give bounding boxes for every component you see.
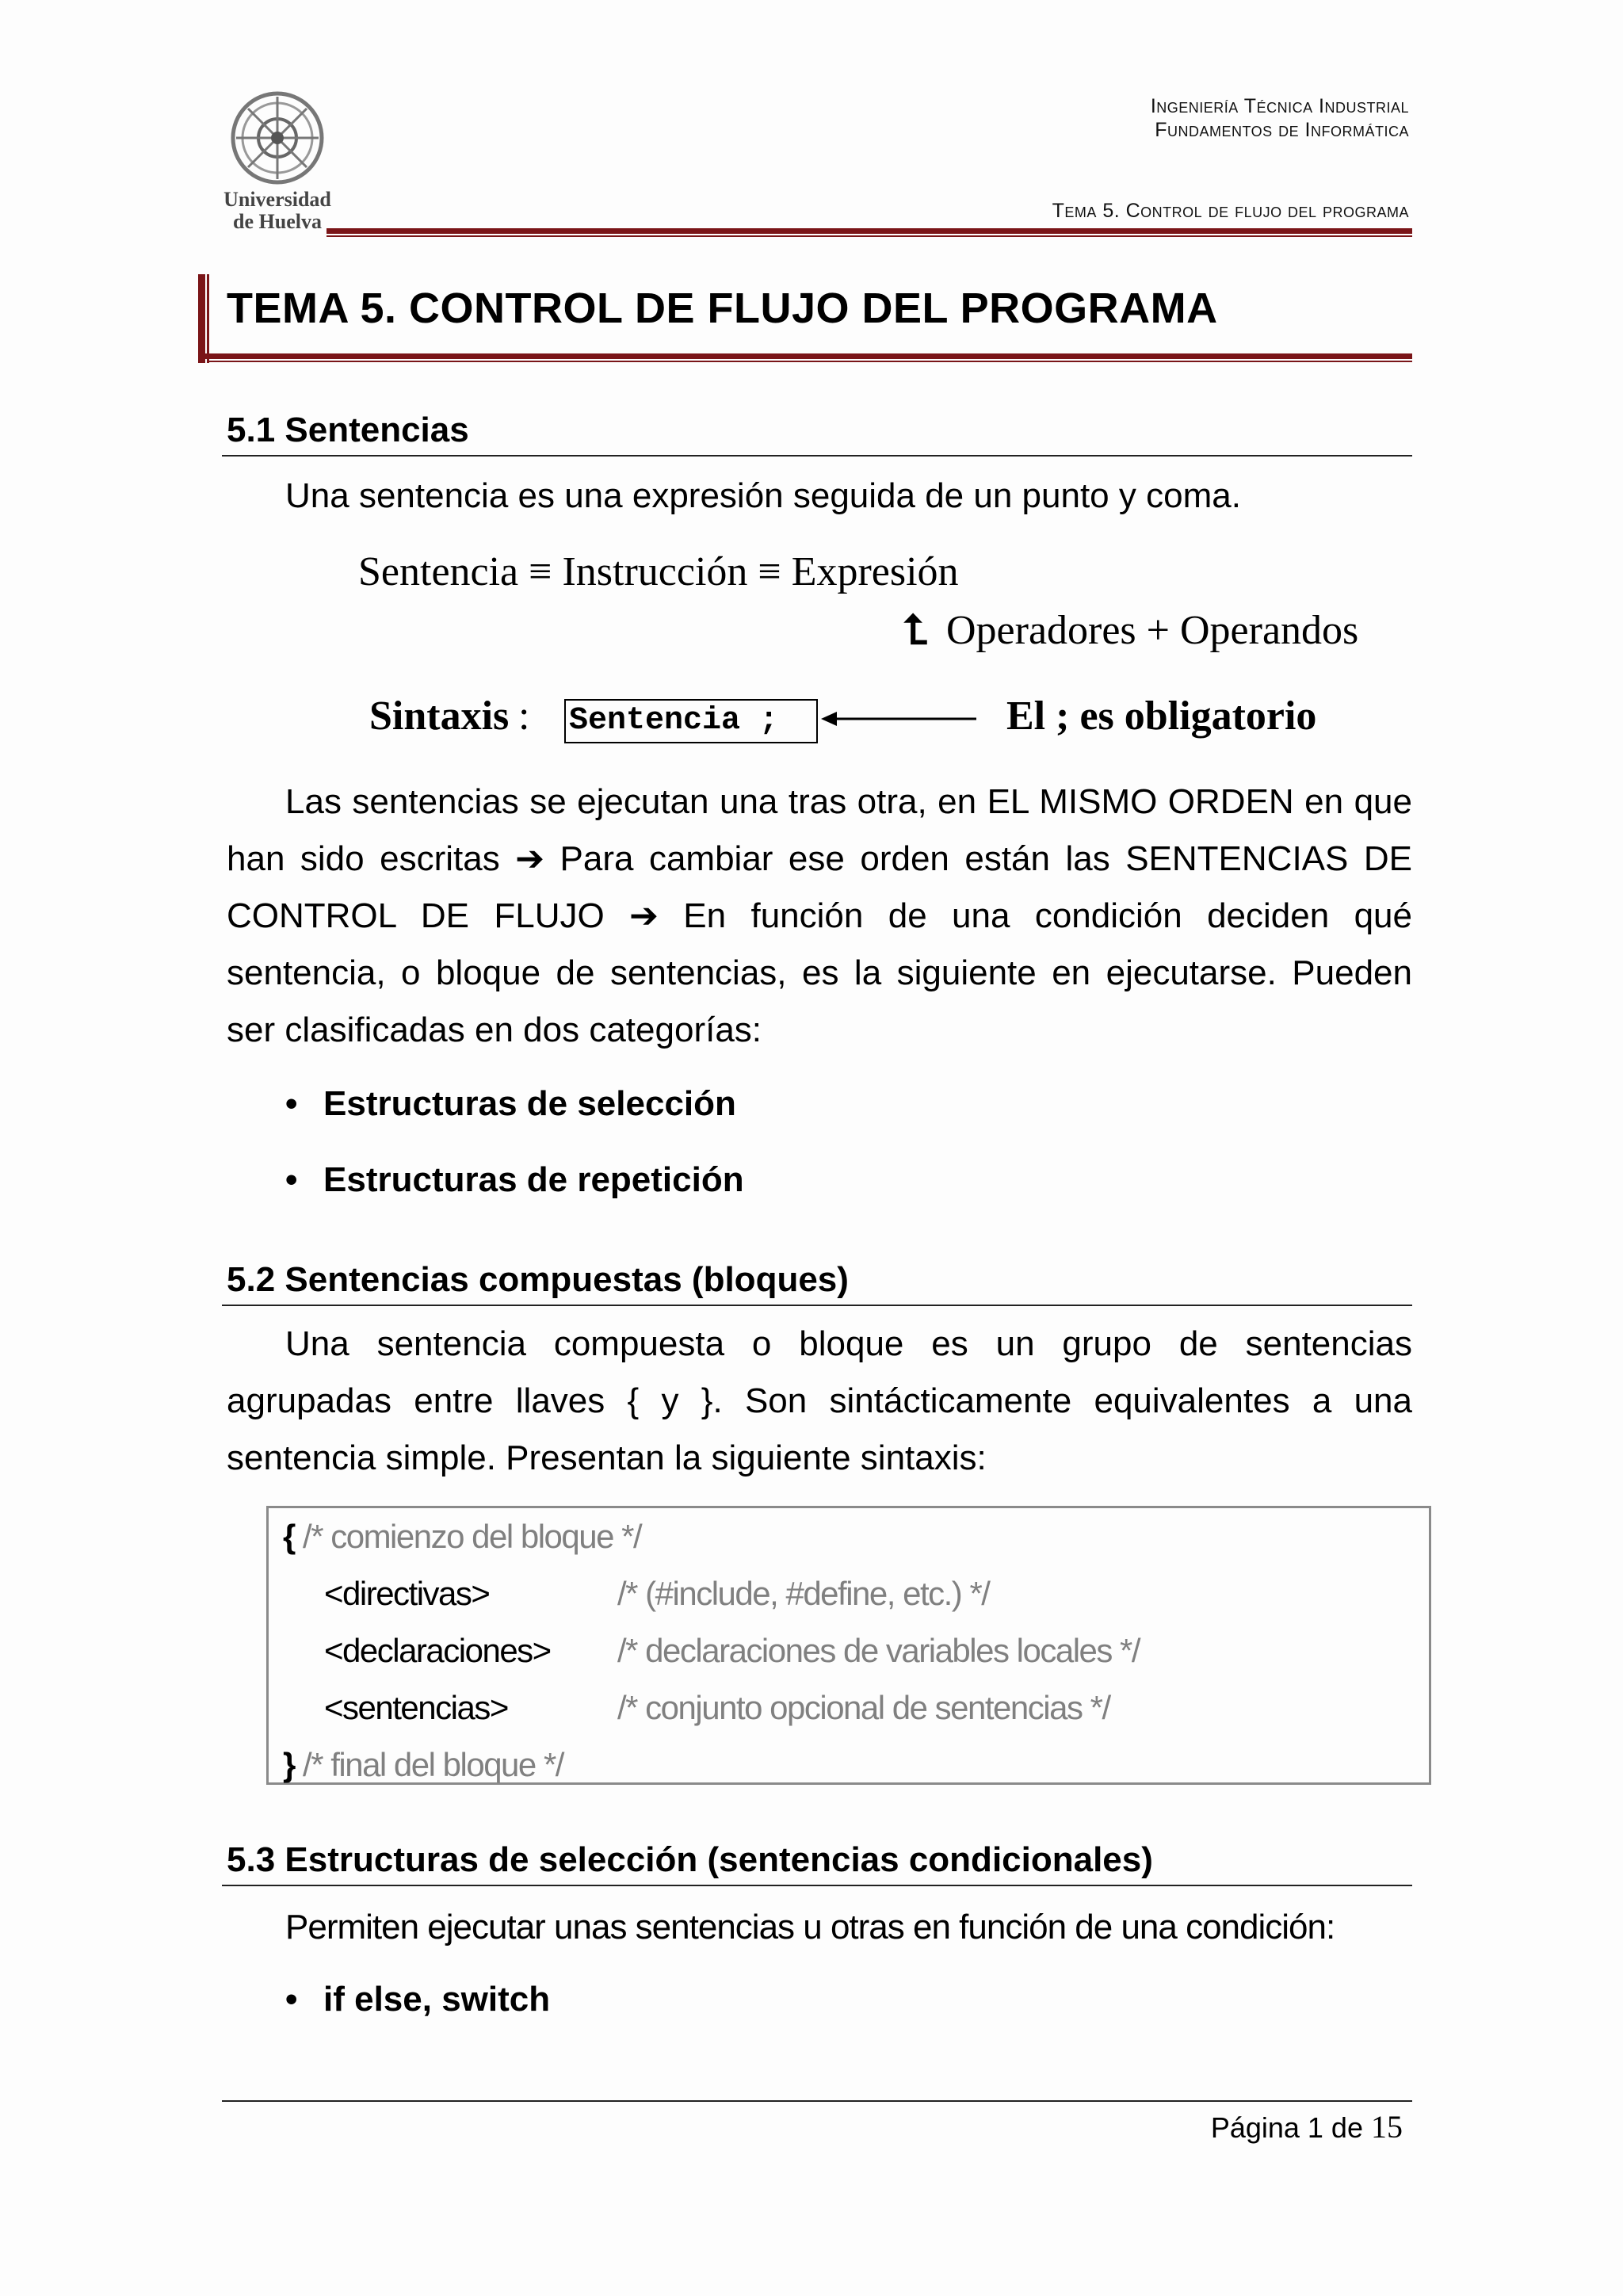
code-item: <directivas>	[324, 1575, 490, 1612]
open-brace: {	[283, 1518, 295, 1555]
section-heading-5-2: 5.2 Sentencias compuestas (bloques)	[227, 1260, 849, 1299]
section-heading-5-3: 5.3 Estructuras de selección (sentencias condicionales)	[227, 1840, 1153, 1879]
section-rule	[222, 1885, 1412, 1886]
page-total: 15	[1371, 2109, 1403, 2145]
page-number	[1211, 2108, 1403, 2145]
syntax-colon: :	[518, 693, 530, 739]
equivalence-subline: Operadores + Operandos	[946, 608, 1359, 653]
code-comment: /* final del bloque */	[303, 1746, 563, 1783]
code-block	[266, 1506, 1431, 1785]
code-comment: /* declaraciones de variables locales */	[617, 1632, 1140, 1669]
section-rule	[222, 1305, 1412, 1306]
section-intro: Una sentencia es una expresión seguida de un punto y coma.	[285, 476, 1241, 515]
svg-text:Universidad: Universidad	[223, 188, 331, 211]
bullet-icon: •	[285, 1160, 298, 1199]
header-institution: Ingeniería Técnica Industrial	[1150, 95, 1409, 117]
syntax-note: El ; es obligatorio	[1006, 693, 1317, 739]
header-rule	[327, 228, 1412, 234]
bullet-item: Estructuras de repetición	[323, 1160, 744, 1199]
section-paragraph: Las sentencias se ejecutan una tras otra, en EL MISMO ORDEN en que han sido escritas ➔ Para cambiar ese orden están las SENTENCIAS DE CONTROL DE FLUJO ➔ En función de una condición deciden qué sentencia, o bloque de sentencias, es la siguiente en ejecutarse. Pueden ser clasificadas en dos categorías:	[227, 782, 1412, 1049]
section-rule	[222, 455, 1412, 457]
section-paragraph: Una sentencia compuesta o bloque es un grupo de sentencias agrupadas entre llaves { y }. Son sintácticamente equivalentes a una sentencia simple. Presentan la siguiente sintaxis:	[227, 1324, 1412, 1477]
syntax-label: Sintaxis	[369, 693, 510, 739]
page-label: Página 1 de	[1210, 2111, 1363, 2144]
bullet-item: Estructuras de selección	[323, 1084, 736, 1123]
section-heading-5-1: 5.1 Sentencias	[227, 411, 469, 449]
code-comment: /* conjunto opcional de sentencias */	[617, 1689, 1110, 1726]
university-logo	[223, 89, 331, 236]
page-title: TEMA 5. CONTROL DE FLUJO DEL PROGRAMA	[227, 285, 1218, 332]
header-rule-thin	[327, 235, 1412, 237]
header-course: Fundamentos de Informática	[1155, 119, 1409, 141]
equivalence-line: Sentencia ≡ Instrucción ≡ Expresión	[358, 549, 959, 594]
title-frame-left-thin	[207, 274, 209, 363]
section-paragraph: Permiten ejecutar unas sentencias u otras en función de una condición:	[285, 1908, 1335, 1946]
code-comment: /* comienzo del bloque */	[303, 1518, 642, 1555]
header-topic: Tema 5. Control de flujo del programa	[1052, 200, 1409, 222]
bullet-icon: •	[285, 1980, 298, 2019]
return-arrow-icon: ⮤	[903, 608, 928, 653]
title-frame-bottom-thin	[209, 361, 1412, 362]
close-brace: }	[283, 1746, 295, 1783]
title-frame-left	[198, 274, 205, 363]
title-frame-bottom	[198, 353, 1412, 359]
bullet-icon: •	[285, 1084, 298, 1123]
syntax-code-box: Sentencia ;	[564, 699, 818, 743]
bullet-item: if else, switch	[323, 1980, 551, 2019]
code-item: <sentencias>	[324, 1689, 508, 1726]
code-item: <declaraciones>	[324, 1632, 551, 1669]
code-comment: /* (#include, #define, etc.) */	[617, 1575, 990, 1612]
svg-text:de Huelva: de Huelva	[233, 210, 322, 233]
left-arrow-icon	[821, 707, 980, 731]
footer-rule	[222, 2100, 1412, 2102]
